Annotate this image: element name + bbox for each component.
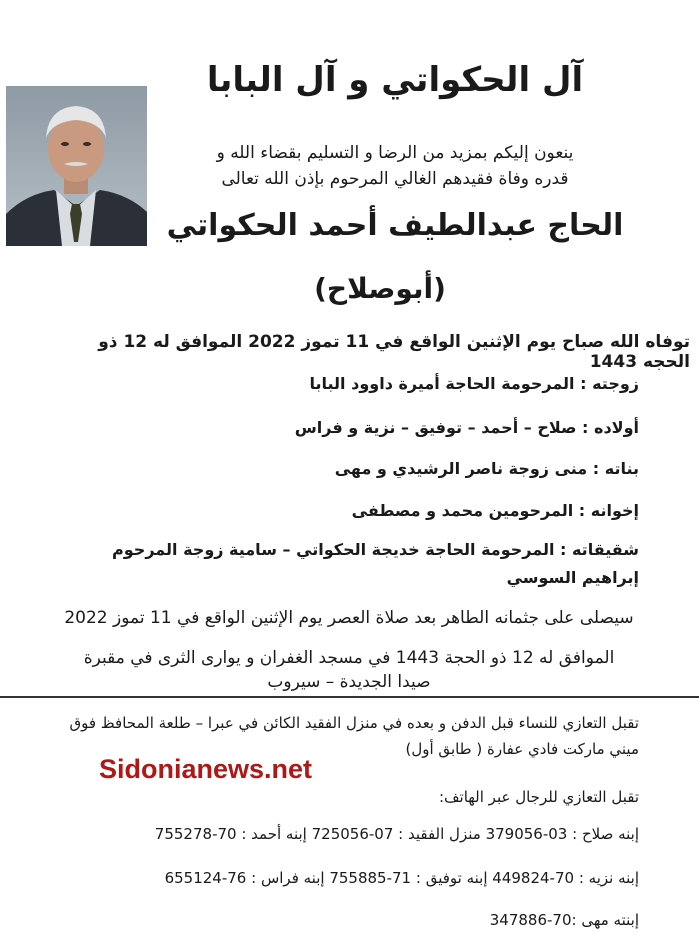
- phone-row-1: إبنه صلاح : 03-379056 منزل الفقيد : 07-725056 إبنه أحمد : 70-755278: [154, 825, 639, 843]
- death-notice: توفاه الله صباح يوم الإثنين الواقع في 11 تموز 2022 الموافق له 12 ذو الحجه 1443: [98, 332, 690, 372]
- relative-daughters: بناته : منى زوجة ناصر الرشيدي و مهى: [334, 459, 639, 478]
- deceased-name: الحاج عبدالطيف أحمد الحكواتي: [166, 208, 624, 243]
- watermark: Sidonianews.net: [99, 754, 313, 784]
- intro-line-2: قدره وفاة فقيدهم الغالي المرحوم بإذن الله تعالى: [221, 169, 569, 189]
- relative-sisters: شقيقاته : المرحومة الحاجة خديجة الحكواتي – سامية زوجة المرحوم إبراهيم السوسي: [112, 540, 639, 587]
- condolences-men: تقبل التعازي للرجال عبر الهاتف:: [438, 788, 639, 806]
- phone-row-3: إبنته مهى :70-347886: [489, 911, 639, 929]
- funeral-line-2: الموافق له 12 ذو الحجة 1443 في مسجد الغفران و يوارى الثرى في مقبرة صيدا الجديدة – سيروب: [83, 648, 615, 692]
- relative-brothers: إخوانه : المرحومين محمد و مصطفى: [351, 501, 639, 520]
- intro-line-1: ينعون إليكم بمزيد من الرضا و التسليم بقضاء الله و: [216, 143, 574, 163]
- condolences-women: تقبل التعازي للنساء قبل الدفن و بعده في منزل الفقيد الكائن في عبرا – طلعة المحافظ فوق ميني ماركت فادي عفارة ( طابق أول): [69, 714, 639, 758]
- deceased-portrait: [6, 86, 147, 246]
- phone-row-2: إبنه نزيه : 70-449824 إبنه توفيق : 71-755885 إبنه فراس : 76-655124: [164, 869, 639, 887]
- family-title: آل الحكواتي و آل البابا: [206, 60, 584, 100]
- intro-text: [160, 140, 630, 192]
- section-divider: [0, 696, 699, 698]
- deceased-nickname: (أبوصلاح): [314, 272, 446, 305]
- relative-wife: زوجته : المرحومة الحاجة أميرة داوود البابا: [309, 374, 639, 393]
- relative-sons: أولاده : صلاح – أحمد – توفيق – نزية و فراس: [294, 418, 639, 437]
- funeral-line-1: سيصلى على جثمانه الطاهر بعد صلاة العصر يوم الإثنين الواقع في 11 تموز 2022: [64, 608, 634, 628]
